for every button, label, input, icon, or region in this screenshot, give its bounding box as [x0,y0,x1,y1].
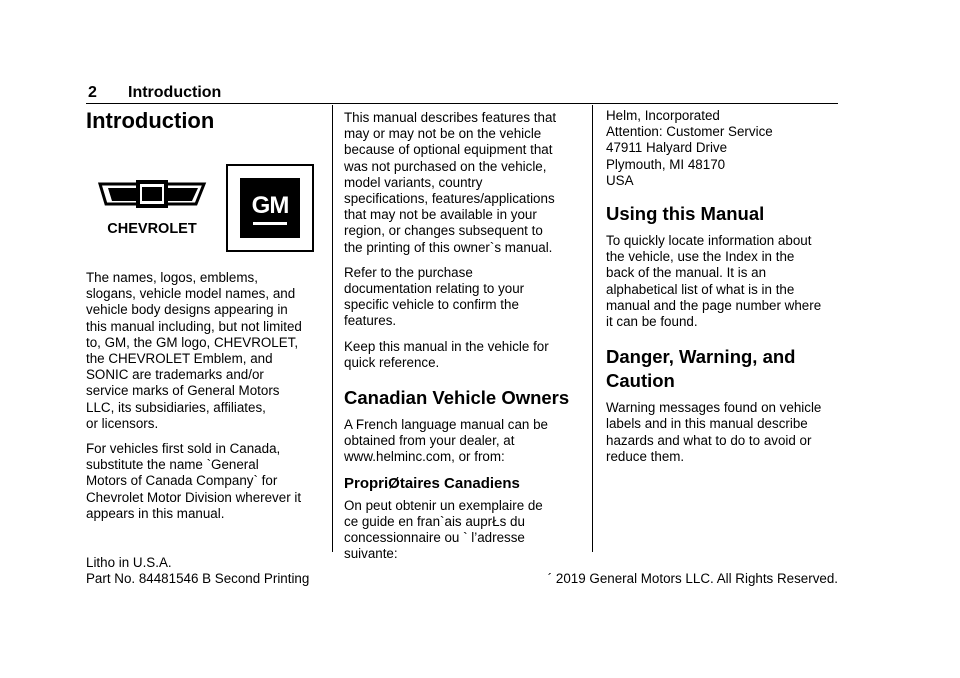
warning-messages-paragraph: Warning messages found on vehicle labels and in this manual describe hazards and what to do to avoid or reduce them. [606,400,822,464]
page-number: 2 [88,84,97,101]
using-manual-paragraph: To quickly locate information about the vehicle, use the Index in the back of the manual. It is an alphabetical list of what is in the manual and the page number where it can be found. [606,233,822,330]
purchase-docs-paragraph: Refer to the purchase documentation relating to your specific vehicle to confirm the features. [344,264,525,329]
column-left [86,108,322,531]
trademark-paragraph: The names, logos, emblems, slogans, vehicle model names, and vehicle body designs appearing in this manual including, but not limited to, GM, the GM logo, CHEVROLET, the CHEVROLET Emblem, and SONIC are trademarks and/or service marks of General Motors LLC, its subsidiaries, affiliates, or licensors. [86,270,302,431]
subheading-proprietaires: PropriØtaires Canadiens [344,474,520,492]
section-heading-using-manual: Using this Manual [606,203,765,225]
chevrolet-wordmark: CHEVROLET [107,221,197,237]
gm-logo-mark: GM [251,192,289,219]
section-heading-introduction: Introduction [86,108,215,133]
french-paragraph: On peut obtenir un exemplaire de ce guide en fran`ais auprŁs du concessionnaire ou ` l’adresse suivante: [344,497,543,562]
footer-copyright: ´ 2019 General Motors LLC. All Rights Reserved. [547,571,838,586]
footer-part-number: Part No. 84481546 B Second Printing [86,571,310,586]
section-heading-danger-warning-caution: Danger, Warning, and Caution [606,346,796,392]
french-manual-paragraph: A French language manual can be obtained from your dealer, at www.helminc.com, or from: [344,417,548,465]
column-right [606,108,842,474]
section-heading-canadian-owners: Canadian Vehicle Owners [344,387,570,409]
gm-logo-icon [226,164,314,252]
chevrolet-bowtie-logo-icon [92,178,212,238]
features-paragraph: This manual describes features that may or may not be on the vehicle because of optional equipment that was not purchased on the vehicle, model variants, country specifications, features/applications that may not be available in your region, or changes subsequent to the printing of this owner`s manual. [344,110,557,255]
column-middle [344,110,580,571]
keep-manual-paragraph: Keep this manual in the vehicle for quick reference. [344,338,549,370]
header-rule [86,103,838,104]
gm-logo-square [240,178,300,238]
brand-logos [86,164,322,261]
column-divider-2 [592,105,593,552]
canada-name-paragraph: For vehicles first sold in Canada, substitute the name `General Motors of Canada Company` for Chevrolet Motor Division wherever it appears in this manual. [86,441,302,521]
column-divider-1 [332,105,333,552]
gm-logo-underline [253,222,287,225]
footer-litho: Litho in U.S.A. [86,555,172,570]
helm-address: Helm, Incorporated Attention: Customer Service 47911 Halyard Drive Plymouth, MI 48170 USA [606,108,773,188]
running-header-title: Introduction [128,84,222,101]
